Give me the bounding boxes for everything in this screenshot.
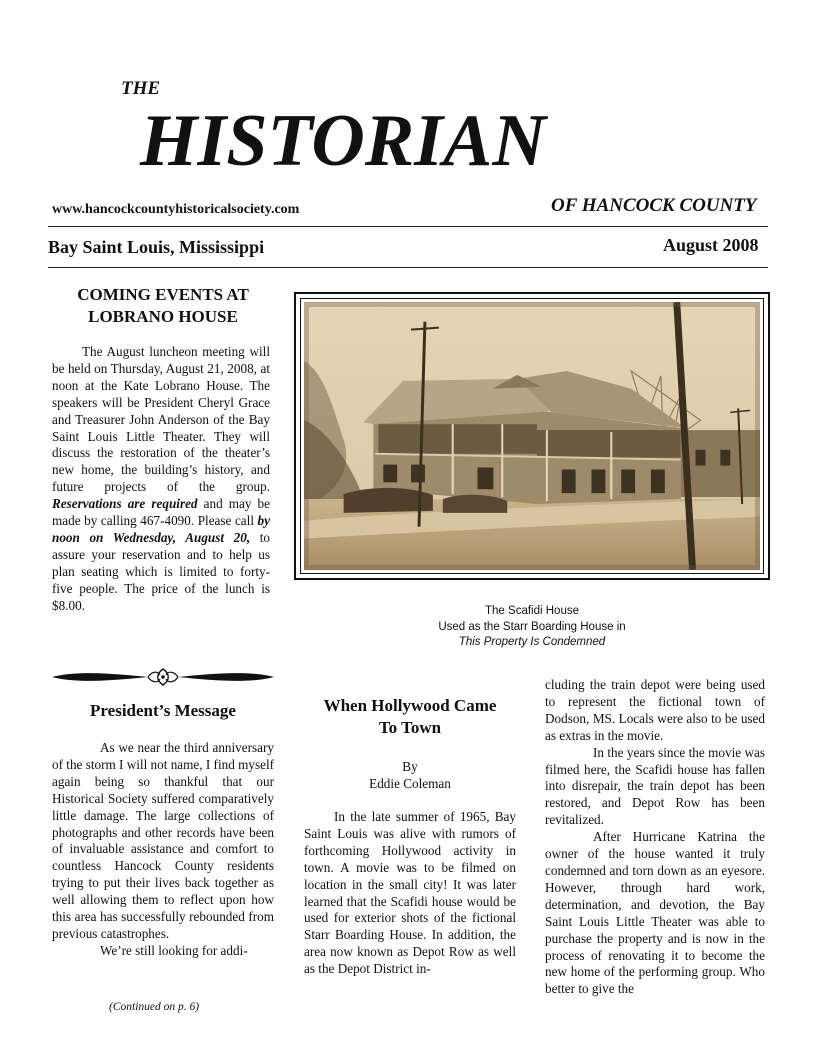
coming-events-heading: COMING EVENTS AT LOBRANO HOUSE	[77, 285, 249, 326]
house-photo-image	[304, 302, 760, 570]
masthead-rule-top	[48, 226, 768, 227]
hollywood-heading: When Hollywood Came To Town	[323, 696, 497, 737]
masthead-title: HISTORIAN	[140, 100, 546, 182]
scafidi-house-photo	[294, 292, 770, 580]
photo-caption: The Scafidi House Used as the Starr Boarding House in This Property Is Condemned	[438, 605, 626, 648]
hollywood-body-col1: In the late summer of 1965, Bay Saint Louis was alive with rumors of forthcoming Hollywood activity in town. A movie was to be filmed on location in the small city! It was later learned that the Scafidi house would be used for exterior shots of the fictional Starr Boarding House. In addition, the area now known as Depot Row as well as the Depot District in-	[304, 809, 516, 977]
masthead-the: THE	[121, 78, 161, 99]
continued-note: (Continued on p. 6)	[109, 1001, 200, 1013]
presidents-message-heading: President’s Message	[90, 701, 236, 720]
hollywood-body-col2: cluding the train depot were being used to represent the fictional town of Dodson, MS. Locals were also to be used as extras in the movie. In the years since the movie was filmed here, the Scafidi house has fallen into disrepair, the train depot has been restored, and Depot Row has been revitalized. After Hurricane Katrina the owner of the house wanted it truly condemned and torn down as an eyesore. However, through hard work, determination, and devotion, the Bay Saint Louis Little Theater was able to purchase the property and is now in the process of renovating it to become the new home of the performing group. Who better to give the	[545, 677, 765, 997]
ornament-divider-icon	[48, 666, 278, 688]
masthead-rule-bottom	[48, 267, 768, 268]
issue-date: August 2008	[663, 235, 759, 255]
masthead-county: OF HANCOCK COUNTY	[551, 195, 757, 216]
website-link[interactable]: www.hancockcountyhistoricalsociety.com	[52, 202, 300, 217]
masthead-location: Bay Saint Louis, Mississippi	[48, 237, 265, 257]
ornament-divider	[48, 666, 278, 688]
hollywood-byline: By Eddie Coleman	[369, 759, 451, 791]
presidents-message-body: As we near the third anniversary of the storm I will not name, I find myself again being so thankful that our Historical Society suffered comparatively little damage. The large collections of photographs and other records have been of invaluable assistance and comfort to countless Hancock County residents trying to put their lives back together as well allowing them to reflect upon how this area has successfully rebounded from previous catastrophes. We’re still looking for addi-	[52, 740, 274, 958]
coming-events-body: The August luncheon meeting will be held on Thursday, August 21, 2008, at noon at the Kate Lobrano House. The speakers will be President Cheryl Grace and Treasurer John Anderson of the Bay Saint Louis Little Theater. They will discuss the restoration of the theater’s new home, the building’s history, and future projects of the group. Reservations are required and may be made by calling 467-4090. Please call by noon on Wednesday, August 20, to assure your reservation and to help us plan seating which is limited to forty-five people. The price of the lunch is $8.00.	[52, 344, 270, 613]
